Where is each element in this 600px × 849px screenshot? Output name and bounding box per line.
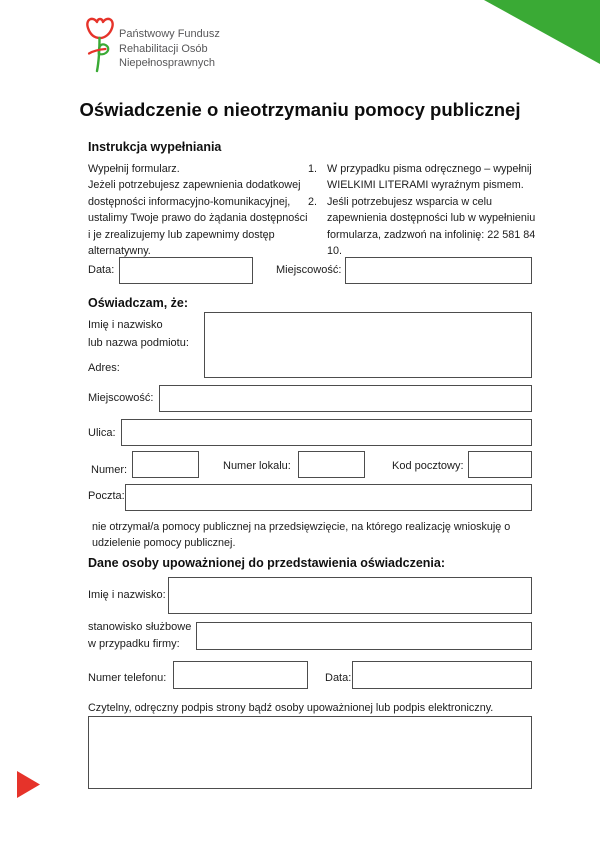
place-input[interactable] [345, 257, 532, 284]
house-number-label: Numer: [91, 464, 128, 476]
list-item-number: 2. [308, 195, 318, 208]
signature-area[interactable] [88, 716, 532, 789]
instructions-heading: Instrukcja wypełniania [88, 140, 222, 154]
house-number-input[interactable] [132, 451, 199, 478]
page-title: Oświadczenie o nieotrzymaniu pomocy publicznej [79, 99, 521, 120]
name-or-entity-input[interactable] [204, 312, 532, 378]
phone-number-label: Numer telefonu: [88, 672, 167, 684]
instructions-left-paragraph [88, 161, 326, 259]
position-label-line1: stanowisko służbowe [88, 621, 192, 633]
declaration-statement [92, 520, 544, 551]
instruction-line: alternatywny. [88, 245, 151, 258]
street-label: Ulica: [88, 427, 116, 439]
instructions-numbered-list [308, 161, 540, 259]
logo-org-line: Państwowy Fundusz [119, 28, 220, 40]
logo-org-name [119, 27, 220, 71]
post-office-input[interactable] [125, 484, 532, 511]
instruction-line: Wypełnij formularz. [88, 163, 180, 175]
postal-code-input[interactable] [468, 451, 532, 478]
declaration-heading: Oświadczam, że: [88, 296, 189, 310]
green-corner-triangle [484, 0, 600, 64]
list-item-text: Jeśli potrzebujesz wsparcia w celu zapewnienia dostępności lub w wypełnieniu formularza, zadzwoń na infolinię: 22 581 84 10. [327, 195, 536, 258]
instruction-line: i je zrealizujemy lub zapewnimy dostęp [88, 228, 275, 241]
instruction-list-item-1 [308, 161, 540, 194]
instruction-line: dostępności informacyjno-komunikacyjnej, [88, 195, 291, 208]
date-label: Data: [88, 264, 115, 276]
city-label: Miejscowość: [88, 392, 154, 404]
logo-org-line: Rehabilitacji Osób [119, 42, 208, 55]
signature-note: Czytelny, odręczny podpis strony bądź osoby upoważnionej lub podpis elektroniczny. [88, 702, 494, 714]
post-office-label: Poczta: [88, 490, 125, 502]
position-input[interactable] [196, 622, 532, 650]
phone-number-input[interactable] [173, 661, 308, 689]
list-item-text: W przypadku pisma odręcznego – wypełnij WIELKIMI LITERAMI wyraźnym pismem. [327, 163, 532, 192]
instruction-line: Jeżeli potrzebujesz zapewnienia dodatkowej [88, 179, 301, 192]
logo-org-line: Niepełnosprawnych [119, 57, 215, 69]
authorized-name-input[interactable] [168, 577, 532, 614]
unit-number-label: Numer lokalu: [223, 460, 291, 472]
list-item-number: 1. [308, 163, 318, 175]
street-input[interactable] [121, 419, 532, 446]
position-label-line2: w przypadku firmy: [88, 638, 180, 650]
authorized-date-input[interactable] [352, 661, 532, 689]
name-or-entity-label-line2: lub nazwa podmiotu: [88, 337, 189, 349]
authorized-date-label: Data: [325, 672, 352, 684]
statement-line: udzielenie pomocy publicznej. [92, 536, 236, 549]
statement-line: nie otrzymał/a pomocy publicznej na przedsięwzięcie, na którego realizację wnioskuję o [92, 521, 511, 533]
date-input[interactable] [119, 257, 253, 284]
instruction-list-item-2 [308, 194, 540, 260]
address-label: Adres: [88, 362, 120, 374]
instruction-line: ustalimy Twoje prawo do żądania dostępności [88, 212, 308, 225]
postal-code-label: Kod pocztowy: [392, 460, 464, 472]
authorized-person-heading: Dane osoby upoważnionej do przedstawienia oświadczenia: [88, 556, 446, 570]
name-or-entity-label-line1: Imię i nazwisko [88, 319, 163, 331]
city-input[interactable] [159, 385, 532, 412]
red-corner-triangle [17, 771, 40, 798]
pfron-tulip-logo-icon [84, 15, 116, 76]
unit-number-input[interactable] [298, 451, 365, 478]
place-label: Miejscowość: [276, 264, 342, 276]
authorized-name-label: Imię i nazwisko: [88, 589, 166, 601]
